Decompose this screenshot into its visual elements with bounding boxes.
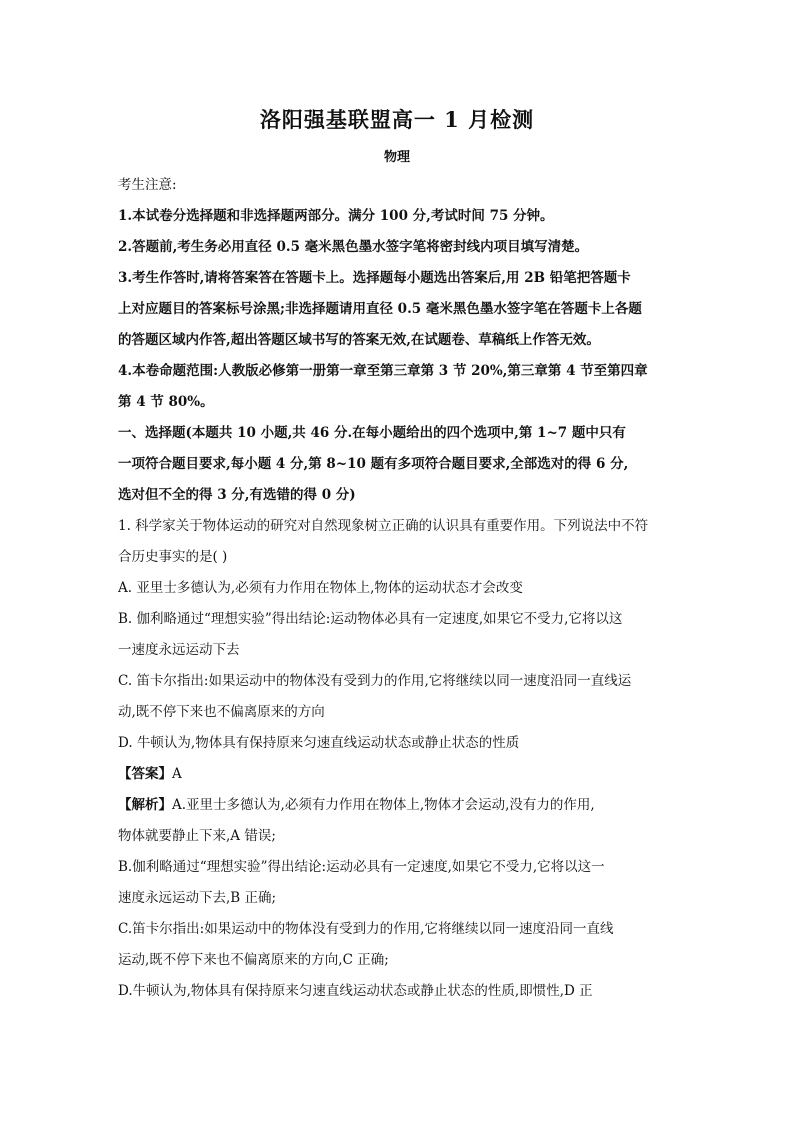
notice-line: 2.答题前,考生务必用直径 0.5 毫米黑色墨水签字笔将密封线内项目填写清楚。 xyxy=(118,239,589,255)
question-line: 1. 科学家关于物体运动的研究对自然现象树立正确的认识具有重要作用。下列说法中不符 xyxy=(118,518,649,534)
question-line: 合历史事实的是( ) xyxy=(118,549,228,565)
analysis-line: 物体就要静止下来,A 错误; xyxy=(118,828,276,844)
analysis-tag: 【解析】 xyxy=(118,797,172,813)
option-b-cont: 一速度永远运动下去 xyxy=(118,642,240,658)
notice-line: 第 4 节 80%。 xyxy=(118,394,214,410)
notice-line: 的答题区域内作答,超出答题区域书写的答案无效,在试题卷、草稿纸上作答无效。 xyxy=(118,332,600,348)
analysis-line: B.伽利略通过“理想实验”得出结论:运动必具有一定速度,如果它不受力,它将以这一 xyxy=(118,859,605,875)
document-title: 洛阳强基联盟高一 1 月检测 xyxy=(259,107,535,132)
answer-tag: 【答案】 xyxy=(118,766,172,782)
section-heading-line: 一项符合题目要求,每小题 4 分,第 8~10 题有多项符合题目要求,全部选对的得 6 分, xyxy=(118,456,629,472)
analysis-line: 速度永远运动下去,B 正确; xyxy=(118,890,277,906)
option-a: A. 亚里士多德认为,必须有力作用在物体上,物体的运动状态才会改变 xyxy=(118,580,523,596)
analysis-line xyxy=(118,790,678,821)
analysis-line: 运动,既不停下来也不偏离原来的方向,C 正确; xyxy=(118,952,389,968)
option-d: D. 牛顿认为,物体具有保持原来匀速直线运动状态或静止状态的性质 xyxy=(118,735,520,751)
analysis-line: C.笛卡尔指出:如果运动中的物体没有受到力的作用,它将继续以同一速度沿同一直线 xyxy=(118,921,614,937)
notice-line: 3.考生作答时,请将答案答在答题卡上。选择题每小题选出答案后,用 2B 铅笔把答题卡 xyxy=(118,270,631,286)
document-body xyxy=(118,170,678,1007)
notice-line: 4.本卷命题范围:人教版必修第一册第一章至第三章第 3 节 20%,第三章第 4 节至第四章 xyxy=(118,363,648,379)
section-heading-line: 选对但不全的得 3 分,有选错的得 0 分) xyxy=(118,487,356,503)
notice-line: 1.本试卷分选择题和非选择题两部分。满分 100 分,考试时间 75 分钟。 xyxy=(118,208,554,224)
option-c-cont: 动,既不停下来也不偏离原来的方向 xyxy=(118,704,325,720)
analysis-line: D.牛顿认为,物体具有保持原来匀速直线运动状态或静止状态的性质,即惯性,D 正 xyxy=(118,983,593,999)
subject-label: 物理 xyxy=(383,150,410,165)
notice-heading: 考生注意: xyxy=(118,177,177,193)
option-c: C. 笛卡尔指出:如果运动中的物体没有受到力的作用,它将继续以同一速度沿同一直线运 xyxy=(118,673,632,689)
answer-line xyxy=(118,759,678,790)
notice-line: 上对应题目的答案标号涂黑;非选择题请用直径 0.5 毫米黑色墨水签字笔在答题卡上各题 xyxy=(118,301,642,317)
answer-value: A xyxy=(172,766,182,782)
analysis-text: A.亚里士多德认为,必须有力作用在物体上,物体才会运动,没有力的作用, xyxy=(172,797,595,813)
section-heading-line: 一、选择题(本题共 10 小题,共 46 分.在每小题给出的四个选项中,第 1~7 题中只有 xyxy=(118,425,626,441)
option-b: B. 伽利略通过“理想实验”得出结论:运动物体必具有一定速度,如果它不受力,它将以这 xyxy=(118,611,623,627)
